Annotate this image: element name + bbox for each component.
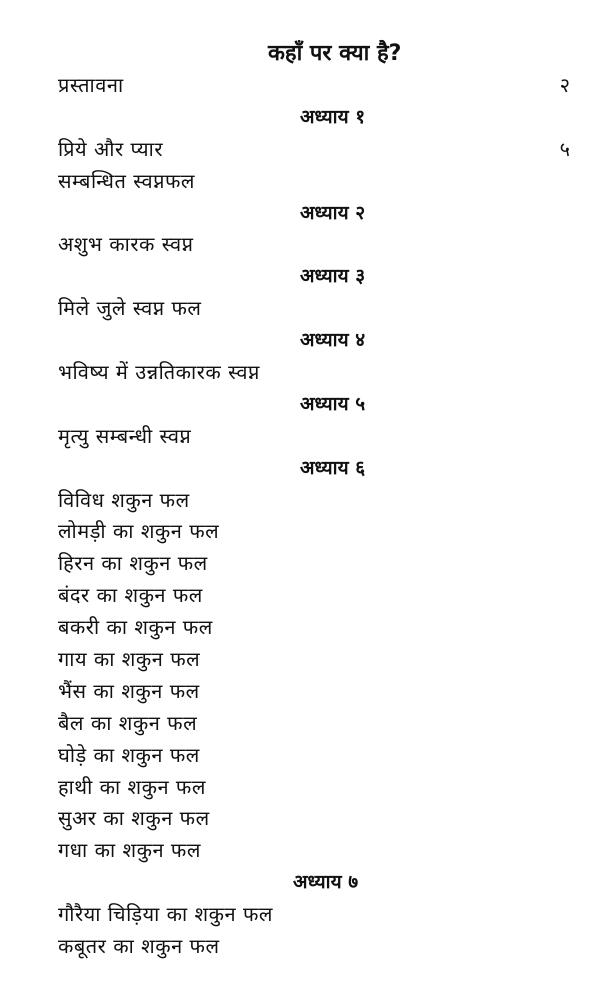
toc-row <box>0 516 600 548</box>
toc-row <box>0 803 600 835</box>
chapter-heading: अध्याय २ <box>300 201 366 224</box>
toc-row <box>0 229 600 261</box>
toc-row <box>0 102 600 134</box>
toc-page-number: ५ <box>559 136 570 161</box>
toc-row <box>0 740 600 772</box>
toc-row <box>0 485 600 517</box>
toc-page-number: २ <box>559 73 570 97</box>
chapter-heading: अध्याय ७ <box>293 871 359 894</box>
toc-entry-title: प्रिये और प्यार <box>58 136 163 161</box>
toc-entry-title: सुअर का शकुन फल <box>58 806 210 831</box>
toc-row <box>0 772 600 804</box>
toc-row <box>0 548 600 580</box>
toc-row <box>0 580 600 612</box>
page-title: कहाँ पर क्या है? <box>268 41 402 66</box>
toc-entry-title: बकरी का शकुन फल <box>58 615 213 640</box>
toc-row <box>0 931 600 963</box>
toc-entry-title: गधा का शकुन फल <box>58 838 201 863</box>
toc-row <box>0 421 600 453</box>
chapter-heading: अध्याय ५ <box>300 392 366 415</box>
toc-row <box>0 325 600 357</box>
toc-row <box>0 134 600 166</box>
toc-row <box>0 899 600 931</box>
toc-entry-title: मिले जुले स्वप्न फल <box>58 296 202 321</box>
toc-entry-title: गौरैया चिड़िया का शकुन फल <box>58 902 273 927</box>
toc-row <box>0 612 600 644</box>
toc-row <box>0 70 600 102</box>
toc-entry-title: बैल का शकुन फल <box>58 710 198 735</box>
toc-row <box>0 293 600 325</box>
toc-row <box>0 198 600 230</box>
toc-entry-title: हाथी का शकुन फल <box>58 774 206 799</box>
toc-row <box>0 867 600 899</box>
toc-row <box>0 676 600 708</box>
toc-row <box>0 453 600 485</box>
toc-row <box>0 166 600 198</box>
toc-row <box>0 389 600 421</box>
toc-entry-title: प्रस्तावना <box>58 73 124 97</box>
toc-entry-title: मृत्यु सम्बन्धी स्वप्न <box>58 423 192 448</box>
toc-entry-title: गाय का शकुन फल <box>58 647 201 672</box>
chapter-heading: अध्याय ४ <box>300 329 366 352</box>
toc-entry-title: बंदर का शकुन फल <box>58 583 203 608</box>
toc-entry-title: भैंस का शकुन फल <box>58 678 200 703</box>
toc-entry-title: सम्बन्धित स्वप्नफल <box>58 168 195 193</box>
toc-entry-title: विविध शकुन फल <box>58 487 190 512</box>
toc-row <box>0 644 600 676</box>
toc-row <box>0 357 600 389</box>
toc-entry-title: कबूतर का शकुन फल <box>58 934 220 959</box>
chapter-heading: अध्याय ३ <box>300 265 366 288</box>
chapter-heading: अध्याय १ <box>300 105 366 128</box>
toc-row <box>0 261 600 293</box>
toc-entry-title: हिरन का शकुन फल <box>58 551 208 576</box>
table-of-contents <box>0 70 600 963</box>
toc-entry-title: लोमड़ी का शकुन फल <box>58 519 220 544</box>
toc-entry-title: अशुभ कारक स्वप्न <box>58 232 194 257</box>
chapter-heading: अध्याय ६ <box>300 456 366 479</box>
toc-entry-title: भविष्य में उन्नतिकारक स्वप्न <box>58 360 260 385</box>
toc-row <box>0 708 600 740</box>
toc-row <box>0 835 600 867</box>
toc-entry-title: घोड़े का शकुन फल <box>58 742 200 767</box>
